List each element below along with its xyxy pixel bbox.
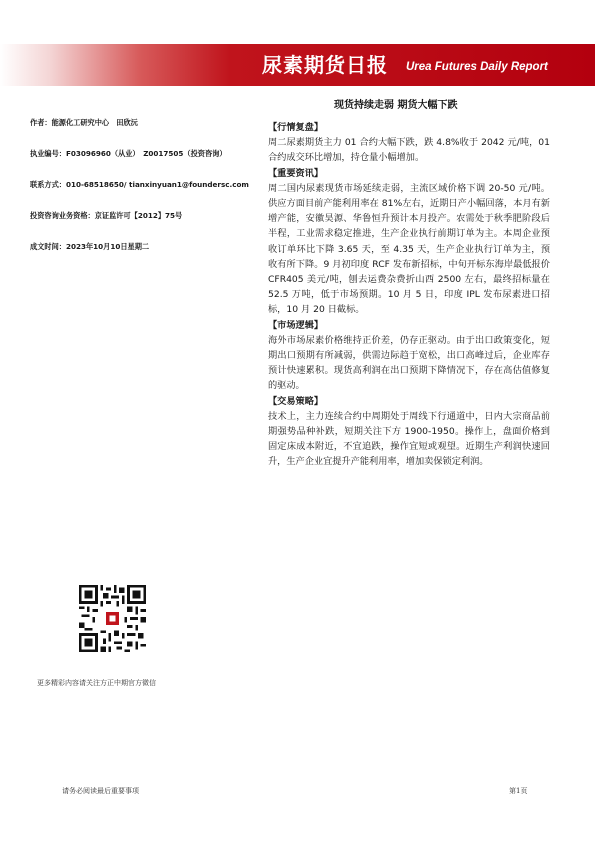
report-headline: 现货持续走弱 期货大幅下跌 xyxy=(334,100,458,111)
section-text-review: 周二尿素期货主力 01 合约大幅下跌，跌 4.8%收于 2042 元/吨，01 合约成交环比增加，持仓量小幅增加。 xyxy=(268,137,550,164)
section-text-news: 周二国内尿素现货市场延续走弱，主流区域价格下调 20-50 元/吨。供应方面目前产能利用率在 81%左右，近期日产小幅回落，本月有新增产能，安徽昊源、华鲁恒升预计本月投产。农需处于秋季肥阶段后半程，工业需求稳定推进，生产企业执行前期订单为主。本周企业预收订单环比下降 3.65 天，至 4.35 天，生产企业执行订单为主，预收有所下降。9 月初印度 RCF 发布新招标，中旬开标东海岸最低报价 CFR405 美元/吨，刨去运费杂费折山西 2500 左右，最终招标量在 52.5 万吨，低于市场预期。10 月 5 日，印度 IPL 发布尿素进口招标，10 月 20 日截标。 xyxy=(268,182,550,316)
section-heading-review: 【行情复盘】 xyxy=(268,122,324,133)
contact-line: 联系方式：010-68518650/ tianxinyuan1@foundersc.com xyxy=(30,180,249,189)
report-body xyxy=(268,120,550,470)
qualification-line: 投资咨询业务资格：京证监许可【2012】75号 xyxy=(30,211,183,220)
footer-disclaimer: 请务必阅读最后重要事项 xyxy=(62,787,139,795)
section-heading-strategy: 【交易策略】 xyxy=(268,395,324,407)
page-number: 第1页 xyxy=(509,787,528,795)
section-text-logic: 海外市场尿素价格维持正价差，仍存正驱动。由于出口政策变化，短期出口预期有所减弱，供需边际趋于宽松，出口高峰过后，企业库存预计快速累积。现货高利润在出口预期下降情况下，存在高估值修复的驱动。 xyxy=(268,334,550,392)
qr-caption: 更多精彩内容请关注方正中期官方微信 xyxy=(37,679,156,687)
report-title-en: Urea Futures Daily Report xyxy=(406,61,548,73)
qr-code-icon xyxy=(79,585,146,652)
section-heading-news: 【重要资讯】 xyxy=(268,167,324,179)
license-line: 执业编号：F03096960（从业） Z0017505（投资咨询） xyxy=(30,149,227,158)
report-title-cn: 尿素期货日报 xyxy=(262,53,388,77)
date-line: 成文时间：2023年10月10日星期二 xyxy=(30,242,150,251)
section-text-strategy: 技术上，主力连续合约中周期处于周线下行通道中，日内大宗商品前期强势品种补跌，短期关注下方 1900-1950。操作上，盘面价格到固定床成本附近，不宜追跌，操作宜短或观望。近期生产利润快速回升，生产企业宜提升产能利用率，增加卖保锁定利润。 xyxy=(268,410,550,468)
author-line: 作者：能源化工研究中心 田欣沅 xyxy=(30,118,138,127)
section-heading-logic: 【市场逻辑】 xyxy=(268,319,324,331)
